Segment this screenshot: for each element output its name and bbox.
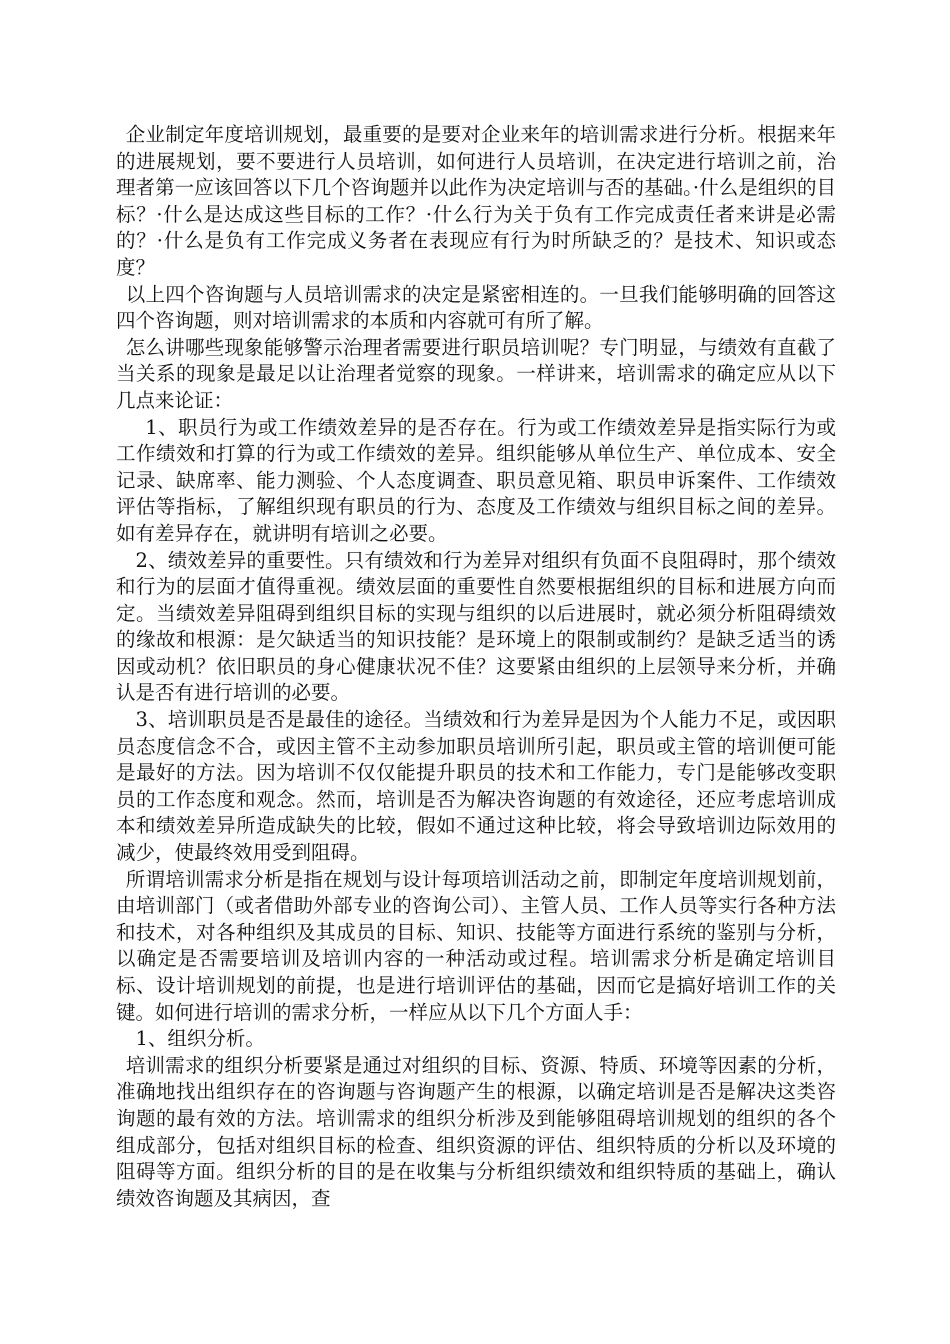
paragraph-5: 2、绩效差异的重要性。只有绩效和行为差异对组织有负面不良阻碍时，那个绩效和行为的层面才值得重视。绩效层面的重要性自然要根据组织的目标和进展方向而定。当绩效差异阻碍到组织目标的实现与组织的以后进展时，就必须分析阻碍绩效的缘故和根源：是欠缺适当的知识技能？是环境上的限制或制约？是缺乏适当的诱因或动机？依旧职员的身心健康状况不佳？这要紧由组织的上层领导来分析，并确认是否有进行培训的必要。 — [116, 548, 836, 705]
document-body — [116, 122, 836, 1212]
paragraph-2: 以上四个咨询题与人员培训需求的决定是紧密相连的。一旦我们能够明确的回答这四个咨询题，则对培训需求的本质和内容就可有所了解。 — [116, 282, 836, 333]
paragraph-1: 企业制定年度培训规划，最重要的是要对企业来年的培训需求进行分析。根据来年的进展规划，要不要进行人员培训，如何进行人员培训，在决定进行培训之前，治理者第一应该回答以下几个咨询题并以此作为决定培训与否的基础。·什么是组织的目标？·什么是达成这些目标的工作？·什么行为关于负有工作完成责任者来讲是必需的？·什么是负有工作完成义务者在表现应有行为时所缺乏的？是技术、知识或态度？ — [116, 123, 836, 279]
paragraph-3: 怎么讲哪些现象能够警示治理者需要进行职员培训呢？专门明显，与绩效有直截了当关系的现象是最足以让治理者觉察的现象。一样讲来，培训需求的确定应从以下几点来论证： — [116, 335, 836, 412]
paragraph-7: 所谓培训需求分析是指在规划与设计每项培训活动之前，即制定年度培训规划前，由培训部门（或者借助外部专业的咨询公司）、主管人员、工作人员等实行各种方法和技术，对各种组织及其成员的目标、知识、技能等方面进行系统的鉴别与分析，以确定是否需要培训及培训内容的一种活动或过程。培训需求分析是确定培训目标、设计培训规划的前提，也是进行培训评估的基础，因而它是搞好培训工作的关键。如何进行培训的需求分析，一样应从以下几个方面人手： — [116, 867, 836, 1024]
paragraph-4: 1、职员行为或工作绩效差异的是否存在。行为或工作绩效差异是指实际行为或工作绩效和打算的行为或工作绩效的差异。组织能够从单位生产、单位成本、安全记录、缺席率、能力测验、个人态度调查、职员意见箱、职员申诉案件、工作绩效评估等指标，了解组织现有职员的行为、态度及工作绩效与组织目标之间的差异。如有差异存在，就讲明有培训之必要。 — [116, 415, 836, 545]
paragraph-6: 3、培训职员是否是最佳的途径。当绩效和行为差异是因为个人能力不足，或因职员态度信念不合，或因主管不主动参加职员培训所引起，职员或主管的培训便可能是最好的方法。因为培训不仅仅能提升职员的技术和工作能力，专门是能够改变职员的工作态度和观念。然而，培训是否为解决咨询题的有效途径，还应考虑培训成本和绩效差异所造成缺失的比较，假如不通过这种比较，将会导致培训边际效用的减少，使最终效用受到阻碍。 — [116, 708, 836, 865]
paragraph-8-heading: 1、组织分析。 — [135, 1027, 265, 1051]
paragraph-9: 培训需求的组织分析要紧是通过对组织的目标、资源、特质、环境等因素的分析，准确地找出组织存在的咨询题与咨询题产生的根源，以确定培训是否是解决这类咨询题的最有效的方法。培训需求的组织分析涉及到能够阻碍培训规划的组织的各个组成部分，包括对组织目标的检查、组织资源的评估、组织特质的分析以及环境的阻碍等方面。组织分析的目的是在收集与分析组织绩效和组织特质的基础上，确认绩效咨询题及其病因，查 — [116, 1053, 836, 1210]
